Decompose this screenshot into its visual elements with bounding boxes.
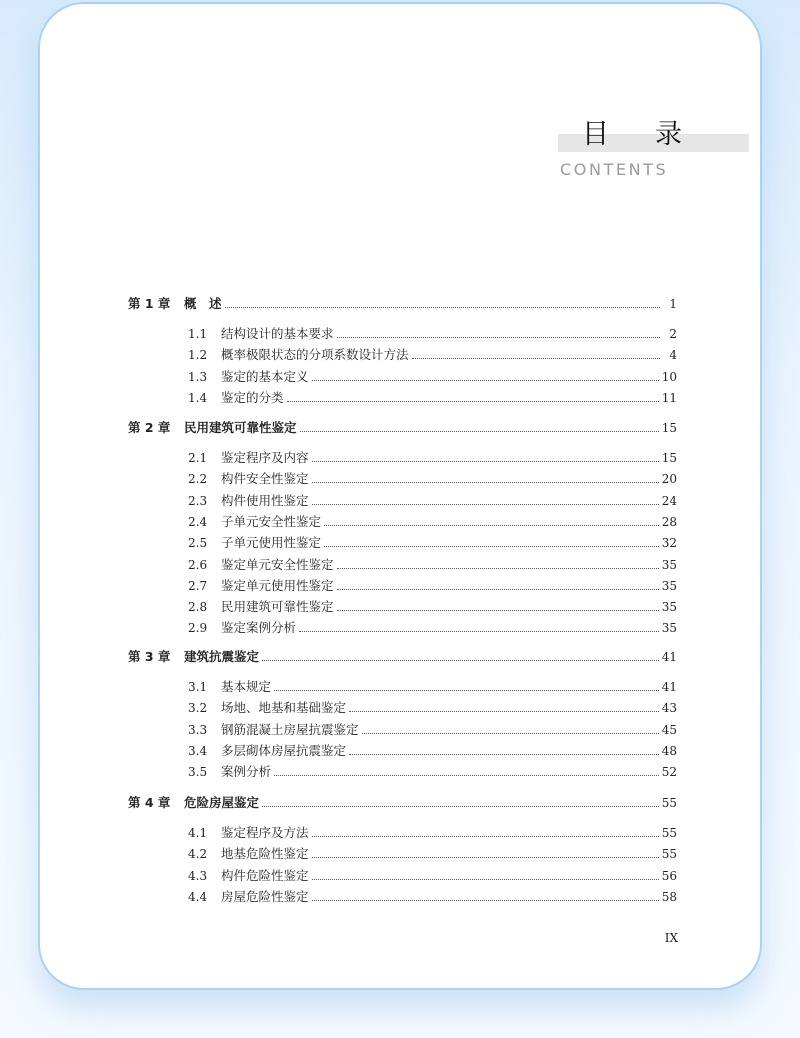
section-title: 民用建筑可靠性鉴定 xyxy=(221,599,334,615)
chapter-page: 15 xyxy=(661,421,677,435)
leader-dots xyxy=(324,524,659,526)
section-title: 概率极限状态的分项系数设计方法 xyxy=(221,347,409,363)
leader-dots xyxy=(337,588,659,590)
leader-dots xyxy=(312,856,659,858)
toc-section-row[interactable] xyxy=(188,512,677,532)
section-number: 3.3 xyxy=(188,722,208,737)
chapter-title: 建筑抗震鉴定 xyxy=(184,649,260,664)
toc-section-row[interactable] xyxy=(188,762,677,782)
leader-dots xyxy=(225,306,660,308)
section-number: 4.4 xyxy=(188,889,208,904)
toc-section-row[interactable] xyxy=(188,324,677,344)
leader-dots xyxy=(312,379,659,381)
toc-section-row[interactable] xyxy=(188,866,677,886)
toc-section-row[interactable] xyxy=(188,533,677,553)
section-page: 32 xyxy=(661,536,677,551)
chapter-page: 55 xyxy=(661,796,677,810)
chapter-number: 第 1 章 xyxy=(128,296,171,311)
section-page: 10 xyxy=(661,369,677,384)
toc-section-row[interactable] xyxy=(188,576,677,596)
section-number: 2.1 xyxy=(188,451,208,465)
section-title: 多层砌体房屋抗震鉴定 xyxy=(221,742,347,758)
toc-section-row[interactable] xyxy=(188,618,677,638)
toc-chapter-row[interactable] xyxy=(128,418,677,438)
section-title: 构件使用性鉴定 xyxy=(221,492,309,508)
leader-dots xyxy=(312,878,659,880)
section-title: 鉴定程序及内容 xyxy=(221,450,309,465)
leader-dots xyxy=(300,430,659,432)
section-page: 41 xyxy=(661,680,677,694)
leader-dots xyxy=(337,336,660,338)
page-number: IX xyxy=(664,931,678,945)
section-number: 1.4 xyxy=(188,390,208,405)
leader-dots xyxy=(262,805,659,807)
section-title: 案例分析 xyxy=(221,764,272,780)
section-title: 钢筋混凝土房屋抗震鉴定 xyxy=(221,721,359,737)
chapter-number: 第 3 章 xyxy=(128,649,171,664)
toc-chapter-row[interactable] xyxy=(128,294,677,314)
section-number: 2.2 xyxy=(188,472,208,487)
section-title: 构件危险性鉴定 xyxy=(221,867,309,883)
section-title: 鉴定案例分析 xyxy=(221,620,297,636)
section-number: 1.1 xyxy=(188,327,208,341)
toc-section-row[interactable] xyxy=(188,448,677,468)
section-number: 3.5 xyxy=(188,765,208,780)
toc-section-row[interactable] xyxy=(188,555,677,575)
section-page: 58 xyxy=(661,889,677,904)
section-title: 基本规定 xyxy=(221,679,272,694)
section-page: 45 xyxy=(661,722,677,737)
section-number: 2.7 xyxy=(188,578,208,593)
section-page: 52 xyxy=(661,765,677,780)
section-number: 2.3 xyxy=(188,493,208,508)
toc-section-row[interactable] xyxy=(188,823,677,843)
section-number: 3.4 xyxy=(188,743,208,758)
section-number: 1.3 xyxy=(188,369,208,384)
section-title: 构件安全性鉴定 xyxy=(221,471,309,487)
section-page: 43 xyxy=(661,701,677,716)
section-title: 场地、地基和基础鉴定 xyxy=(221,700,347,716)
section-number: 3.1 xyxy=(188,680,208,694)
section-title: 鉴定单元使用性鉴定 xyxy=(221,577,334,593)
section-page: 35 xyxy=(661,578,677,593)
chapter-title: 危险房屋鉴定 xyxy=(184,795,260,810)
leader-dots xyxy=(312,899,659,901)
section-title: 鉴定单元安全性鉴定 xyxy=(221,556,334,572)
section-number: 4.2 xyxy=(188,847,208,862)
leader-dots xyxy=(287,400,659,402)
section-page: 24 xyxy=(661,493,677,508)
section-title: 地基危险性鉴定 xyxy=(221,846,309,862)
toc-section-row[interactable] xyxy=(188,491,677,511)
section-number: 2.4 xyxy=(188,514,208,529)
chapter-page: 41 xyxy=(661,650,677,664)
section-title: 子单元安全性鉴定 xyxy=(221,513,322,529)
section-title: 鉴定程序及方法 xyxy=(221,825,309,840)
toc-section-row[interactable] xyxy=(188,741,677,761)
page-title: 目录 xyxy=(582,119,728,150)
section-title: 鉴定的基本定义 xyxy=(221,368,309,384)
leader-dots xyxy=(349,710,659,712)
leader-dots xyxy=(262,659,659,661)
section-number: 2.6 xyxy=(188,557,208,572)
section-page: 11 xyxy=(661,390,677,405)
section-page: 48 xyxy=(661,743,677,758)
toc-section-row[interactable] xyxy=(188,345,677,365)
toc-section-row[interactable] xyxy=(188,677,677,697)
leader-dots xyxy=(274,774,659,776)
leader-dots xyxy=(362,732,659,734)
toc-section-row[interactable] xyxy=(188,698,677,718)
leader-dots xyxy=(349,753,659,755)
section-number: 4.1 xyxy=(188,826,208,840)
leader-dots xyxy=(312,481,659,483)
toc-section-row[interactable] xyxy=(188,388,677,408)
toc-chapter-row[interactable] xyxy=(128,793,677,813)
section-number: 2.8 xyxy=(188,600,208,615)
section-page: 35 xyxy=(661,621,677,636)
section-page: 20 xyxy=(661,472,677,487)
chapter-title: 概 述 xyxy=(184,296,222,311)
leader-dots xyxy=(299,630,659,632)
section-page: 4 xyxy=(669,348,677,363)
chapter-page: 1 xyxy=(669,297,677,311)
toc-section-row[interactable] xyxy=(188,367,677,387)
section-number: 2.9 xyxy=(188,621,208,636)
section-number: 1.2 xyxy=(188,348,208,363)
leader-dots xyxy=(312,460,659,462)
leader-dots xyxy=(337,567,659,569)
section-title: 子单元使用性鉴定 xyxy=(221,535,322,551)
chapter-title: 民用建筑可靠性鉴定 xyxy=(184,420,297,435)
section-page: 28 xyxy=(661,514,677,529)
section-page: 15 xyxy=(661,451,677,465)
toc-section-row[interactable] xyxy=(188,720,677,740)
leader-dots xyxy=(312,503,659,505)
section-page: 35 xyxy=(661,557,677,572)
leader-dots xyxy=(312,835,659,837)
section-page: 35 xyxy=(661,600,677,615)
leader-dots xyxy=(412,357,660,359)
section-page: 55 xyxy=(661,847,677,862)
toc-section-row[interactable] xyxy=(188,597,677,617)
section-title: 房屋危险性鉴定 xyxy=(221,888,309,904)
section-number: 3.2 xyxy=(188,701,208,716)
section-title: 结构设计的基本要求 xyxy=(221,326,334,341)
toc-chapter-row[interactable] xyxy=(128,647,677,667)
section-number: 4.3 xyxy=(188,868,208,883)
leader-dots xyxy=(337,609,659,611)
chapter-number: 第 4 章 xyxy=(128,795,171,810)
toc-section-row[interactable] xyxy=(188,469,677,489)
section-page: 2 xyxy=(669,327,677,341)
section-title: 鉴定的分类 xyxy=(221,389,284,405)
section-page: 55 xyxy=(661,826,677,840)
toc-section-row[interactable] xyxy=(188,887,677,907)
toc-section-row[interactable] xyxy=(188,844,677,864)
leader-dots xyxy=(274,689,659,691)
section-number: 2.5 xyxy=(188,536,208,551)
section-page: 56 xyxy=(661,868,677,883)
chapter-number: 第 2 章 xyxy=(128,420,171,435)
leader-dots xyxy=(324,545,659,547)
page-subtitle: CONTENTS xyxy=(560,160,669,179)
